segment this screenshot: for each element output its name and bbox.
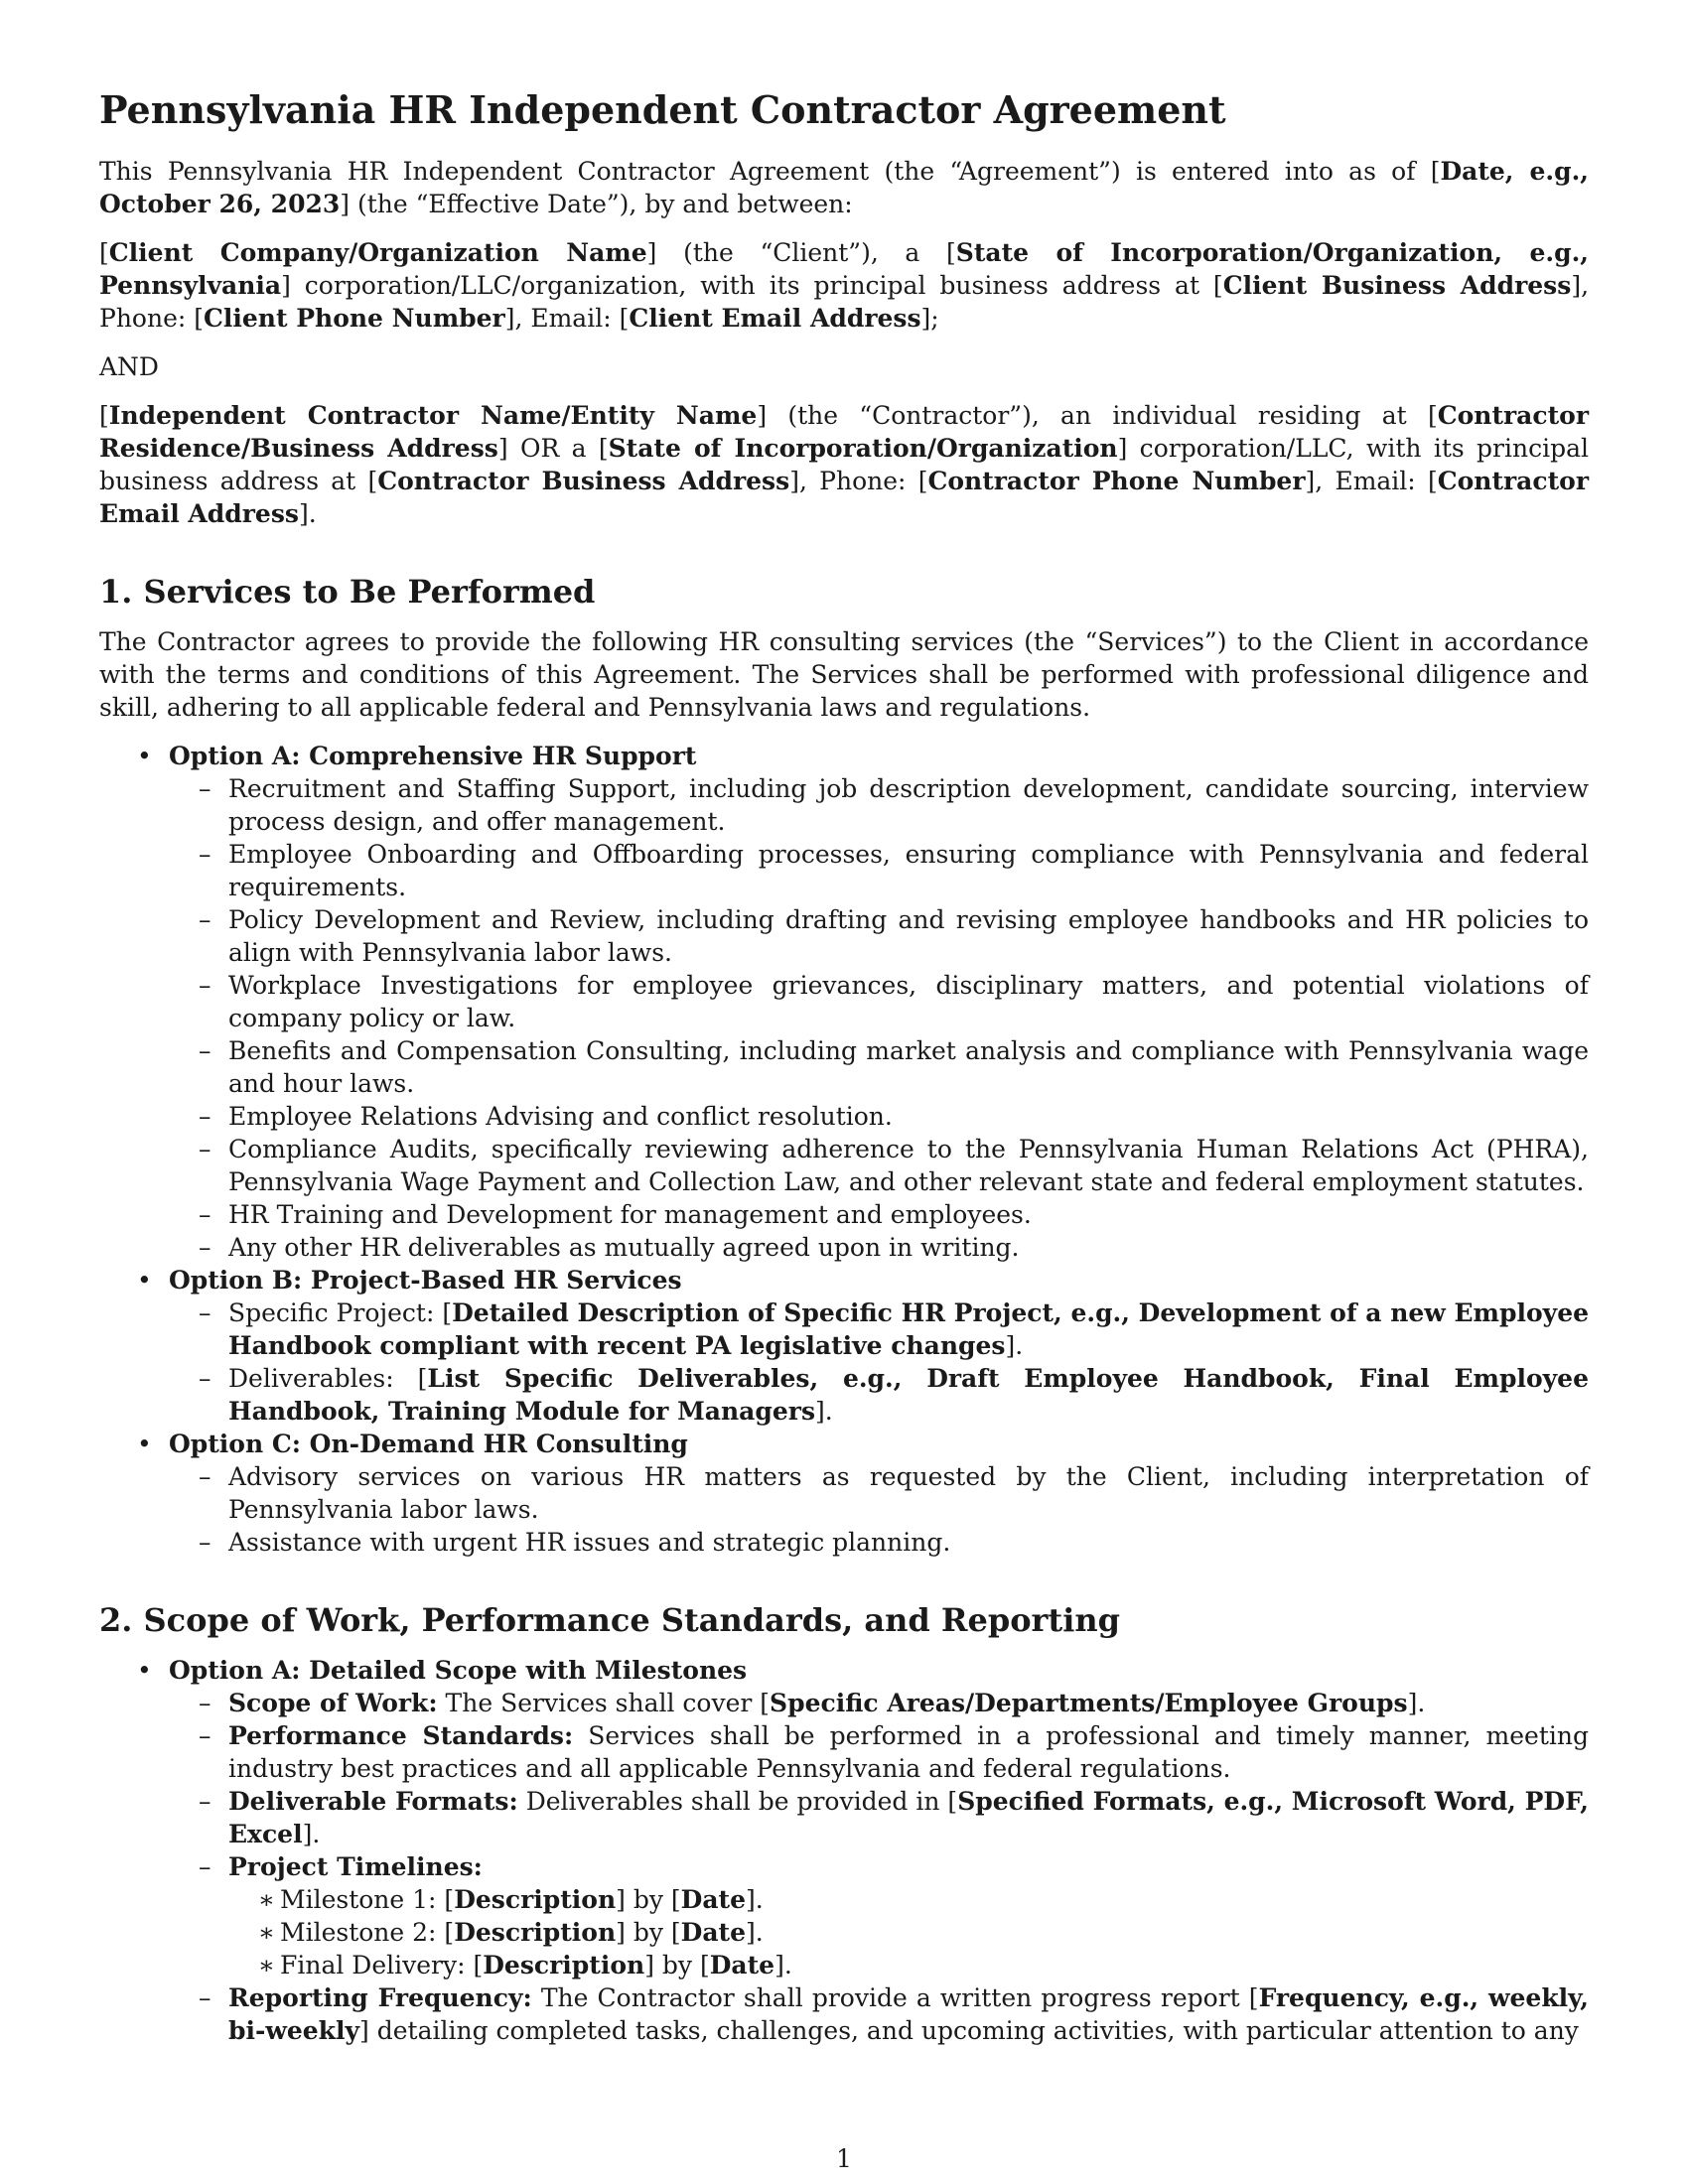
client-address-placeholder: Client Business Address	[1222, 271, 1572, 300]
frequency-placeholder: Frequency, e.g., weekly, bi-weekly	[228, 1983, 1589, 2045]
section-1-intro: The Contractor agrees to provide the following HR consulting services (the “Services”) to the Client in accordance with the terms and conditions of this Agreement. The Services shall be performed with professional diligence and skill, adhering to all applicable federal and Pennsylvania laws and regulations.	[99, 627, 1589, 722]
list-item: – Assistance with urgent HR issues and strategic planning.	[169, 1526, 1589, 1559]
document-title: Pennsylvania HR Independent Contractor Agreement	[99, 87, 1226, 132]
deliverable-formats-item: – Deliverable Formats: Deliverables shall be provided in [Specified Formats, e.g., Microsoft Word, PDF, Excel].	[169, 1785, 1589, 1850]
page-number: 1	[836, 2144, 852, 2173]
list-item: – Policy Development and Review, including drafting and revising employee handbooks and HR policies to align with Pennsylvania labor laws.	[169, 903, 1589, 969]
client-email-placeholder: Client Email Address	[629, 304, 921, 333]
contractor-party-paragraph: [Independent Contractor Name/Entity Name] (the “Contractor”), an individual residing at [Contractor Residence/Business Address] OR a [State of Incorporation/Organization] corporation/LLC, with its principal business address at [Contractor Business Address], Phone: [Contractor Phone Number], Email: [Contractor Email Address].	[99, 401, 1590, 528]
list-item: – Benefits and Compensation Consulting, including market analysis and compliance with Pennsylvania wage and hour laws.	[169, 1034, 1589, 1100]
list-item: – Recruitment and Staffing Support, including job description development, candidate sourcing, interview process design, and offer management.	[169, 772, 1589, 838]
list-item: – Specific Project: [Detailed Description of Specific HR Project, e.g., Development of a new Employee Handbook compliant with recent PA legislative changes].	[169, 1297, 1589, 1362]
list-item: – Employee Relations Advising and conflict resolution.	[169, 1100, 1589, 1133]
list-item: – Deliverables: [List Specific Deliverables, e.g., Draft Employee Handbook, Final Employee Handbook, Training Module for Managers].	[169, 1362, 1589, 1428]
section-2-details-list	[169, 1687, 1589, 2047]
formats-placeholder: Specified Formats, e.g., Microsoft Word, PDF, Excel	[228, 1787, 1590, 1848]
project-description-placeholder: Detailed Description of Specific HR Project, e.g., Development of a new Employee Handbook compliant with recent PA legislative changes	[228, 1298, 1590, 1360]
section-1-heading: 1. Services to Be Performed	[99, 573, 596, 611]
client-party-paragraph: [Client Company/Organization Name] (the “Client”), a [State of Incorporation/Organization, e.g., Pennsylvania] corporation/LLC/organization, with its principal business address at [Client Business Address], Phone: [Client Phone Number], Email: [Client Email Address];	[99, 238, 1590, 333]
list-item: – Workplace Investigations for employee grievances, disciplinary matters, and potential violations of company policy or law.	[169, 969, 1589, 1034]
and-separator: AND	[99, 352, 159, 381]
section-2-options-list	[99, 1654, 1589, 2047]
contractor-residence-placeholder: Contractor Residence/Business Address	[99, 401, 1589, 463]
client-phone-placeholder: Client Phone Number	[204, 304, 505, 333]
option-c-services-list	[169, 1460, 1589, 1559]
option-a-item	[99, 740, 1589, 1264]
document-page	[99, 87, 1589, 2047]
milestone-item: ∗ Milestone 2: [Description] by [Date].	[228, 1916, 1589, 1949]
option-c-item	[99, 1428, 1589, 1559]
contractor-address-placeholder: Contractor Business Address	[377, 467, 790, 495]
effective-date-placeholder: Date, e.g., October 26, 2023	[99, 157, 1589, 218]
option-b-details-list	[169, 1297, 1589, 1428]
list-item: – HR Training and Development for management and employees.	[169, 1198, 1589, 1231]
client-name-placeholder: Client Company/Organization Name	[108, 238, 647, 267]
scope-of-work-item: – Scope of Work: The Services shall cover [Specific Areas/Departments/Employee Groups].	[169, 1687, 1589, 1719]
contractor-phone-placeholder: Contractor Phone Number	[927, 467, 1306, 495]
list-item: – Advisory services on various HR matters as requested by the Client, including interpretation of Pennsylvania labor laws.	[169, 1460, 1589, 1526]
contractor-email-placeholder: Contractor Email Address	[99, 467, 1590, 528]
contractor-state-placeholder: State of Incorporation/Organization	[608, 434, 1118, 463]
intro-paragraph: This Pennsylvania HR Independent Contractor Agreement (the “Agreement”) is entered into as of [Date, e.g., October 26, 2023] (the “Effective Date”), by and between:	[99, 157, 1589, 218]
deliverables-placeholder: List Specific Deliverables, e.g., Draft Employee Handbook, Final Employee Handbook, Training Module for Managers	[228, 1364, 1589, 1426]
milestone-item: ∗ Final Delivery: [Description] by [Date].	[228, 1949, 1589, 1981]
reporting-frequency-item: – Reporting Frequency: The Contractor shall provide a written progress report [Frequency, e.g., weekly, bi-weekly] detailing completed tasks, challenges, and upcoming activities, with particular attention to any	[169, 1981, 1589, 2047]
section-2-option-a-label: Option A: Detailed Scope with Milestones	[169, 1656, 748, 1685]
milestone-item: ∗ Milestone 1: [Description] by [Date].	[228, 1883, 1589, 1916]
list-item: – Compliance Audits, specifically reviewing adherence to the Pennsylvania Human Relations Act (PHRA), Pennsylvania Wage Payment and Collection Law, and other relevant state and federal employment statutes.	[169, 1133, 1589, 1198]
option-a-services-list	[169, 772, 1589, 1264]
section-2-heading: 2. Scope of Work, Performance Standards, and Reporting	[99, 1601, 1120, 1639]
project-timelines-item: – Project Timelines: ∗ Milestone 1: [Description] by [Date]. ∗ Milestone 2: [Description] by [Date]. ∗ Final Delivery: [Description] by [Date].	[169, 1850, 1589, 1981]
list-item: – Any other HR deliverables as mutually agreed upon in writing.	[169, 1231, 1589, 1264]
client-state-placeholder: State of Incorporation/Organization, e.g., Pennsylvania	[99, 238, 1589, 300]
list-item: – Employee Onboarding and Offboarding processes, ensuring compliance with Pennsylvania and federal requirements.	[169, 838, 1589, 903]
option-b-label: Option B: Project-Based HR Services	[169, 1266, 682, 1295]
section-1-options-list	[99, 740, 1589, 1559]
option-b-item	[99, 1264, 1589, 1428]
section-2-option-a-item	[99, 1654, 1589, 2047]
milestones-list	[228, 1883, 1589, 1981]
option-c-label: Option C: On-Demand HR Consulting	[169, 1430, 688, 1458]
performance-standards-item: – Performance Standards: Services shall be performed in a professional and timely manner, meeting industry best practices and all applicable Pennsylvania and federal regulations.	[169, 1719, 1589, 1785]
option-a-label: Option A: Comprehensive HR Support	[169, 742, 697, 770]
scope-placeholder: Specific Areas/Departments/Employee Groups	[770, 1689, 1408, 1717]
contractor-name-placeholder: Independent Contractor Name/Entity Name	[108, 401, 758, 430]
